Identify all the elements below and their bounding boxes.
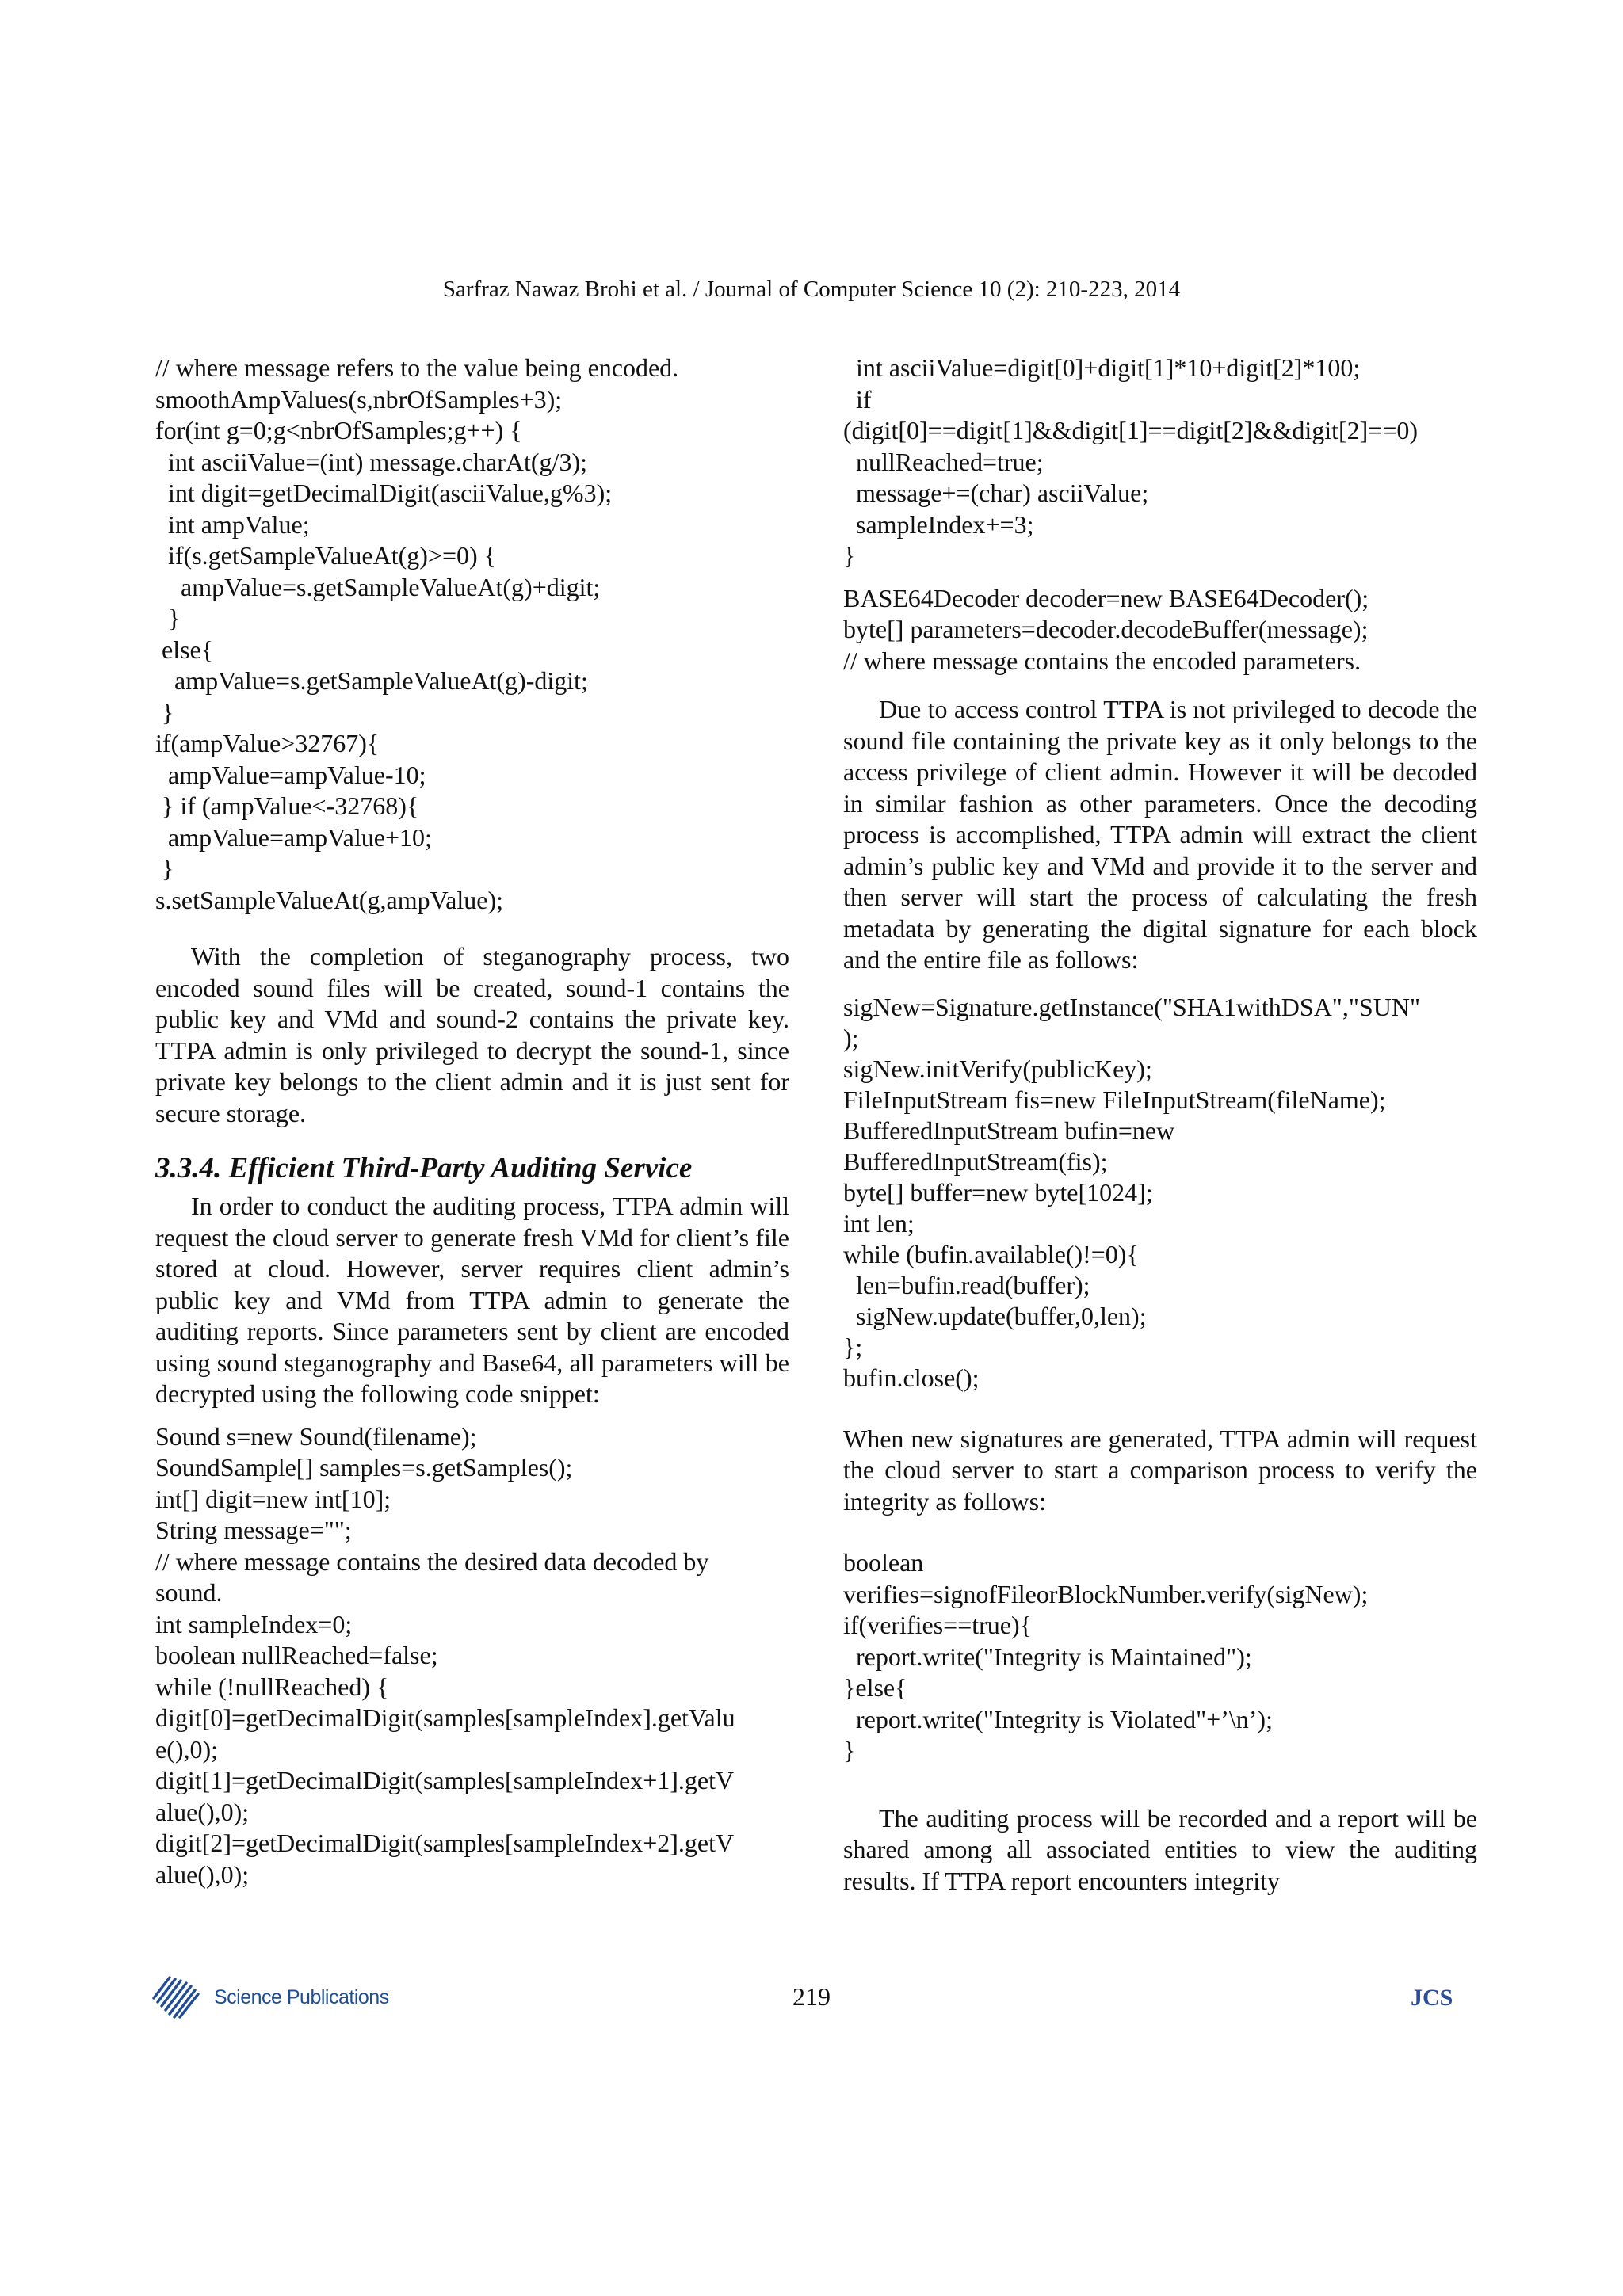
base64-decoder-code-snippet: BASE64Decoder decoder=new BASE64Decoder(); byte[] parameters=decoder.decodeBuffer(message); // where message contains the encoded parameters.: [843, 583, 1369, 675]
left-column: [155, 353, 789, 1890]
steganography-completion-paragraph: With the completion of steganography process, two encoded sound files will be created, sound-1 contains the public key and VMd and sound-2 contains the private key. TTPA admin is only privileged to decrypt the sound-1, since private key belongs to the client admin and it is just sent for secure storage.: [155, 942, 789, 1127]
access-control-paragraph: Due to access control TTPA is not privileged to decode the sound file containing the private key as it only belongs to the access privilege of client admin. However it will be decoded in similar fashion as other parameters. Once the decoding process is accomplished, TTPA admin will extract the client admin’s public key and VMd and provide it to the server and then server will start the process of calculating the fresh metadata by generating the digital signature for each block and the entire file as follows:: [843, 695, 1477, 974]
comparison-paragraph: When new signatures are generated, TTPA admin will request the cloud server to start a comparison process to verify the integrity as follows:: [843, 1424, 1477, 1516]
publisher-name: Science Publications: [214, 1986, 389, 2008]
section-heading: 3.3.4. Efficient Third-Party Auditing Service: [155, 1152, 693, 1184]
right-column: [843, 353, 1477, 1897]
auditing-results-paragraph: The auditing process will be recorded and a report will be shared among all associated entities to view the auditing results. If TTPA report encounters integrity: [843, 1803, 1477, 1895]
running-header: Sarfraz Nawaz Brohi et al. / Journal of Computer Science 10 (2): 210-223, 2014: [442, 277, 1181, 302]
signature-code-snippet: sigNew=Signature.getInstance("SHA1withDSA","SUN" ); sigNew.initVerify(publicKey); FileInputStream fis=new FileInputStream(fileName); BufferedInputStream bufin=new BufferedInputStream(fis); byte[] buffer=new byte[1024]; int len; while (bufin.available()!=0){ len=bufin.read(buffer); sigNew.update(buffer,0,len); }; bufin.close();: [843, 992, 1420, 1392]
decoding-code-snippet: Sound s=new Sound(filename); SoundSample[] samples=s.getSamples(); int[] digit=new int[10]; String message=""; // where message contains the desired data decoded by sound. int sampleIndex=0; boolean nullReached=false; while (!nullReached) { digit[0]=getDecimalDigit(samples[sampleIndex].getValu e(),0); digit[1]=getDecimalDigit(samples[sampleIndex+1].getV alue(),0); digit[2]=getDecimalDigit(samples[sampleIndex+2].getV alue(),0);: [155, 1421, 735, 1889]
page-number: 219: [792, 1982, 831, 2011]
encoding-code-snippet: // where message refers to the value being encoded. smoothAmpValues(s,nbrOfSamples+3); for(int g=0;g<nbrOfSamples;g++) { int asciiValue=(int) message.charAt(g/3); int digit=getDecimalDigit(asciiValue,g%3); int ampValue; if(s.getSampleValueAt(g)>=0) { ampValue=s.getSampleValueAt(g)+digit; } else{ ampValue=s.getSampleValueAt(g)-digit; } if(ampValue>32767){ ampValue=ampValue-10; } if (ampValue<-32768){ ampValue=ampValue+10; } s.setSampleValueAt(g,ampValue);: [155, 353, 679, 914]
auditing-intro-paragraph: In order to conduct the auditing process, TTPA admin will request the cloud server to generate fresh VMd for client’s file stored at cloud. However, server requires client admin’s public key and VMd from TTPA admin to generate the auditing reports. Since parameters sent by client are encoded using sound steganography and Base64, all parameters will be decrypted using the following code snippet:: [155, 1192, 789, 1408]
journal-abbreviation: JCS: [1411, 1985, 1453, 2011]
ascii-decode-code-snippet: int asciiValue=digit[0]+digit[1]*10+digit[2]*100; if (digit[0]==digit[1]&&digit[1]==digit[2]&&digit[2]==0) nullReached=true; message+=(char) asciiValue; sampleIndex+=3; }: [843, 353, 1419, 570]
verify-code-snippet: boolean verifies=signofFileorBlockNumber.verify(sigNew); if(verifies==true){ report.write("Integrity is Maintained"); }else{ report.write("Integrity is Violated"+’\n’); }: [843, 1548, 1369, 1764]
